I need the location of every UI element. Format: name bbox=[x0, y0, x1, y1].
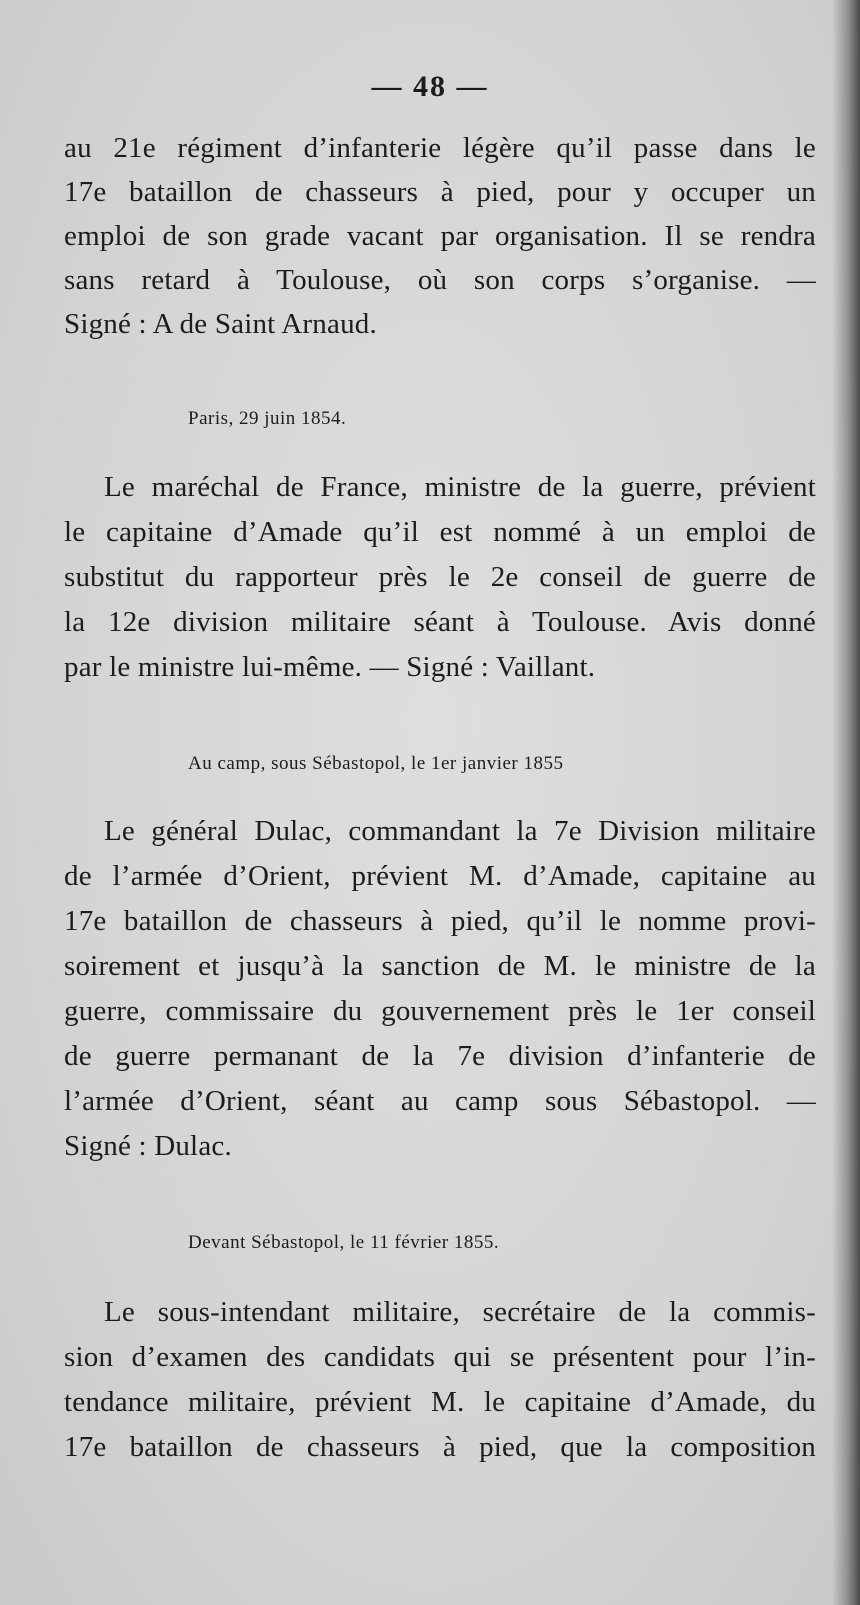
text-line: soirement et jusqu’à la sanction de M. le ministre de la bbox=[64, 950, 816, 982]
text-line: 17e bataillon de chasseurs à pied, qu’il le nomme provi- bbox=[64, 905, 816, 937]
section-heading: Paris, 29 juin 1854. bbox=[188, 408, 347, 429]
text-line: sans retard à Toulouse, où son corps s’organise. — bbox=[64, 264, 816, 296]
text-line: par le ministre lui-même. — Signé : Vaillant. bbox=[64, 651, 596, 683]
text-line: 17e bataillon de chasseurs à pied, que la composition bbox=[64, 1431, 816, 1463]
text-line: au 21e régiment d’infanterie légère qu’il passe dans le bbox=[64, 132, 816, 164]
section-heading: Devant Sébastopol, le 11 février 1855. bbox=[188, 1232, 500, 1253]
page-number: — 48 — bbox=[371, 70, 489, 103]
text-line: de l’armée d’Orient, prévient M. d’Amade, capitaine au bbox=[64, 860, 816, 892]
section-heading: Au camp, sous Sébastopol, le 1er janvier 1855 bbox=[188, 753, 564, 774]
text-line: Le général Dulac, commandant la 7e Division militaire bbox=[104, 815, 816, 847]
text-line: Signé : Dulac. bbox=[64, 1130, 232, 1162]
text-line: la 12e division militaire séant à Toulouse. Avis donné bbox=[64, 606, 816, 638]
text-line: Le maréchal de France, ministre de la guerre, prévient bbox=[104, 471, 816, 503]
text-line: Signé : A de Saint Arnaud. bbox=[64, 308, 377, 340]
text-line: Le sous-intendant militaire, secrétaire de la commis- bbox=[104, 1296, 816, 1328]
text-line: le capitaine d’Amade qu’il est nommé à un emploi de bbox=[64, 516, 816, 548]
text-line: 17e bataillon de chasseurs à pied, pour y occuper un bbox=[64, 176, 816, 208]
text-line: l’armée d’Orient, séant au camp sous Sébastopol. — bbox=[64, 1085, 816, 1117]
text-line: guerre, commissaire du gouvernement près le 1er conseil bbox=[64, 995, 816, 1027]
text-line: sion d’examen des candidats qui se présentent pour l’in- bbox=[64, 1341, 816, 1373]
text-line: de guerre permanant de la 7e division d’infanterie de bbox=[64, 1040, 816, 1072]
text-line: tendance militaire, prévient M. le capitaine d’Amade, du bbox=[64, 1386, 816, 1418]
page-edge-shadow bbox=[832, 0, 860, 1605]
text-line: emploi de son grade vacant par organisation. Il se rendra bbox=[64, 220, 816, 252]
text-line: substitut du rapporteur près le 2e conseil de guerre de bbox=[64, 561, 816, 593]
